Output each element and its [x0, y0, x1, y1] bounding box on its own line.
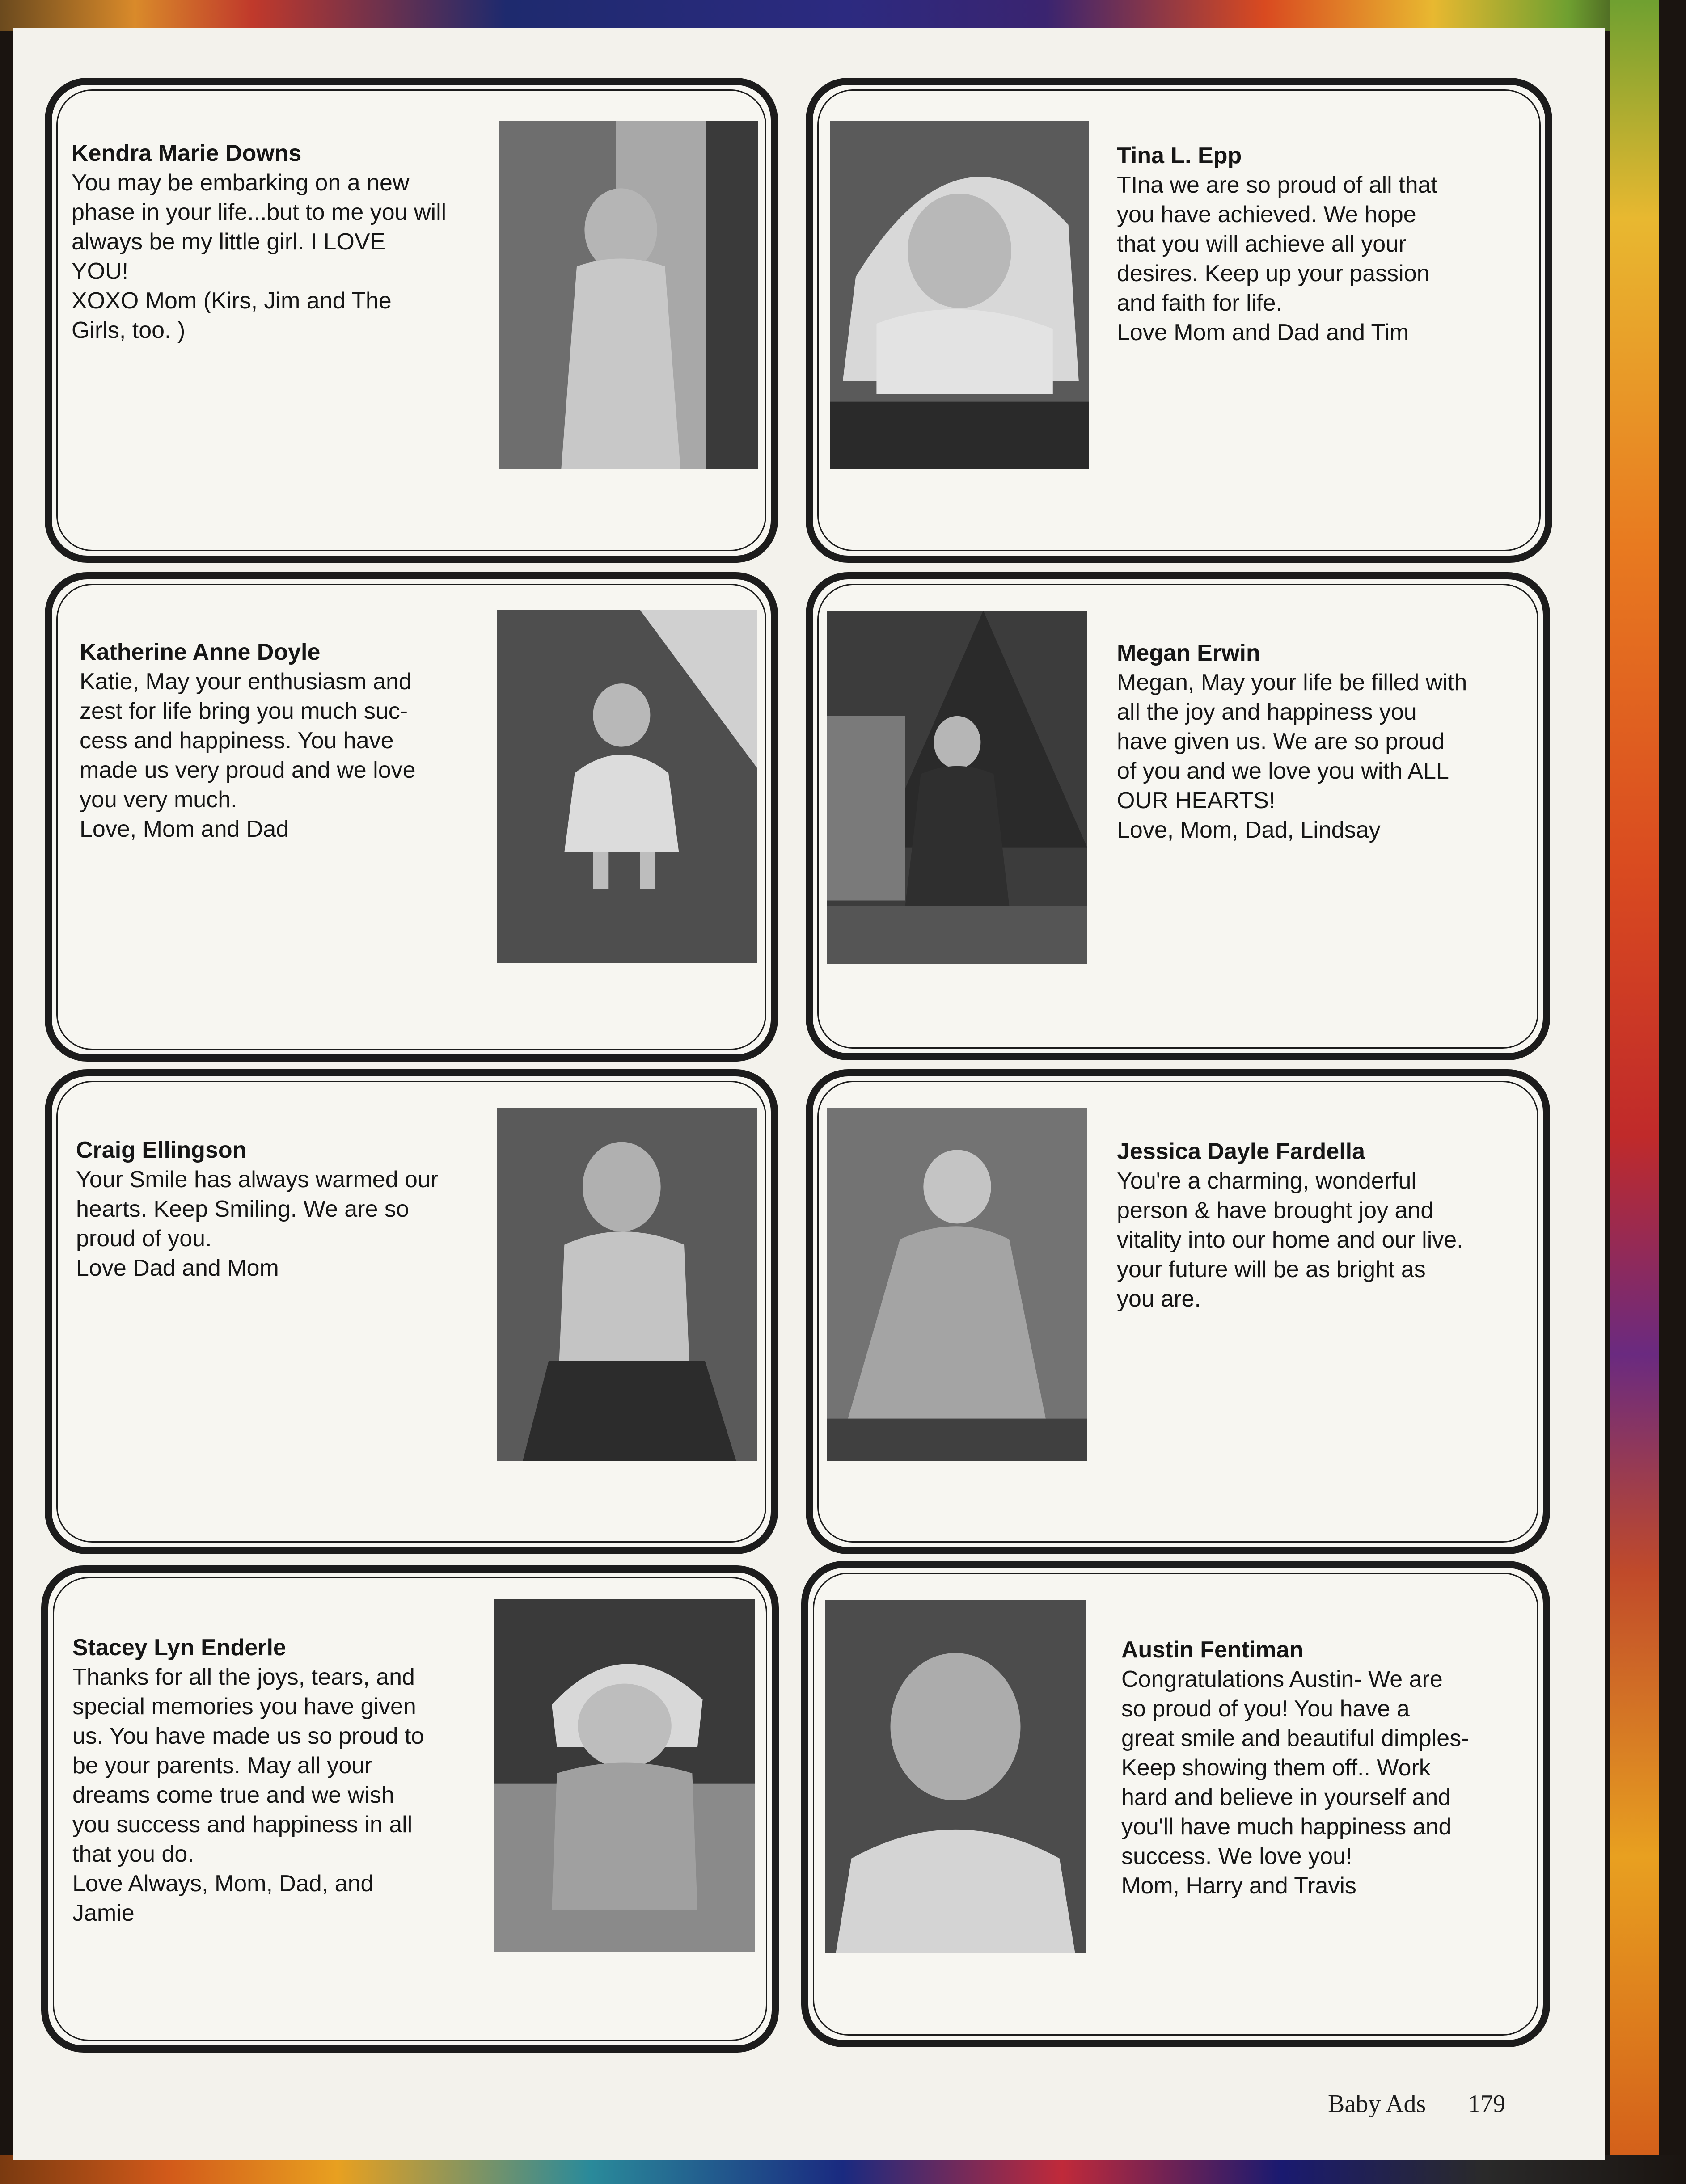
ad-text: Kendra Marie Downs You may be embarking on a new phase in your life...but to me you will always be my little girl. I LOVE YOU! XOXO Mom (Kirs, Jim and The Girls, too. )	[72, 139, 487, 345]
binding-edge-top	[0, 0, 1686, 31]
ad-name: Stacey Lyn Enderle	[72, 1635, 286, 1661]
ad-name: Craig Ellingson	[76, 1137, 247, 1163]
ad-card-tina	[806, 78, 1552, 563]
ad-name: Kendra Marie Downs	[72, 140, 302, 166]
ad-card-jessica	[806, 1069, 1550, 1554]
ad-text: Tina L. Epp TIna we are so proud of all that you have achieved. We hope that you will achieve all your desires. Keep up your passion and faith for life. Love Mom and Dad and Tim	[1117, 141, 1519, 347]
section-label: Baby Ads	[1328, 2090, 1426, 2118]
yearbook-page	[13, 28, 1605, 2160]
page-number: 179	[1468, 2090, 1506, 2118]
baby-photo	[827, 611, 1087, 964]
binding-edge-right	[1610, 0, 1686, 2184]
baby-photo	[830, 121, 1089, 469]
ad-text: Jessica Dayle Fardella You're a charming, wonderful person & have brought joy and vitality into our home and our live. your future will be as bright as you are.	[1117, 1137, 1519, 1314]
ad-card-megan	[806, 572, 1550, 1060]
ad-card-kendra	[45, 78, 778, 563]
ad-text: Austin Fentiman Congratulations Austin- We are so proud of you! You have a great smile and beautiful dimples- Keep showing them off.. Work hard and believe in yourself and you'll have much happiness and success. We love you! Mom, Harry and Travis	[1121, 1635, 1533, 1901]
ad-name: Jessica Dayle Fardella	[1117, 1138, 1365, 1164]
page-footer	[1328, 2090, 1505, 2118]
baby-photo	[825, 1600, 1086, 1953]
ad-card-katherine	[45, 572, 778, 1062]
baby-photo	[497, 1108, 757, 1461]
ad-name: Katherine Anne Doyle	[80, 639, 321, 665]
ad-name: Megan Erwin	[1117, 640, 1260, 666]
ad-card-stacey	[41, 1565, 779, 2053]
ad-text: Katherine Anne Doyle Katie, May your enthusiasm and zest for life bring you much suc- cess and happiness. You have made us very proud and we love you very much. Love, Mom and Dad	[80, 637, 482, 844]
ad-card-craig	[45, 1069, 778, 1554]
ad-card-austin	[801, 1561, 1550, 2047]
ad-name: Tina L. Epp	[1117, 143, 1242, 169]
baby-photo	[494, 1599, 755, 1952]
baby-photo	[497, 610, 757, 963]
ad-name: Austin Fentiman	[1121, 1637, 1304, 1663]
ad-text: Stacey Lyn Enderle Thanks for all the joys, tears, and special memories you have given us. You have made us so proud to be your parents. May all your dreams come true and we wish you success and happiness in all that you do. Love Always, Mom, Dad, and Jamie	[72, 1633, 475, 1928]
baby-photo	[499, 121, 758, 469]
baby-photo	[827, 1108, 1087, 1461]
ad-text: Megan Erwin Megan, May your life be filled with all the joy and happiness you have given us. We are so proud of you and we love you with ALL OUR HEARTS! Love, Mom, Dad, Lindsay	[1117, 638, 1519, 845]
ad-text: Craig Ellingson Your Smile has always warmed our hearts. Keep Smiling. We are so proud of you. Love Dad and Mom	[76, 1135, 478, 1283]
